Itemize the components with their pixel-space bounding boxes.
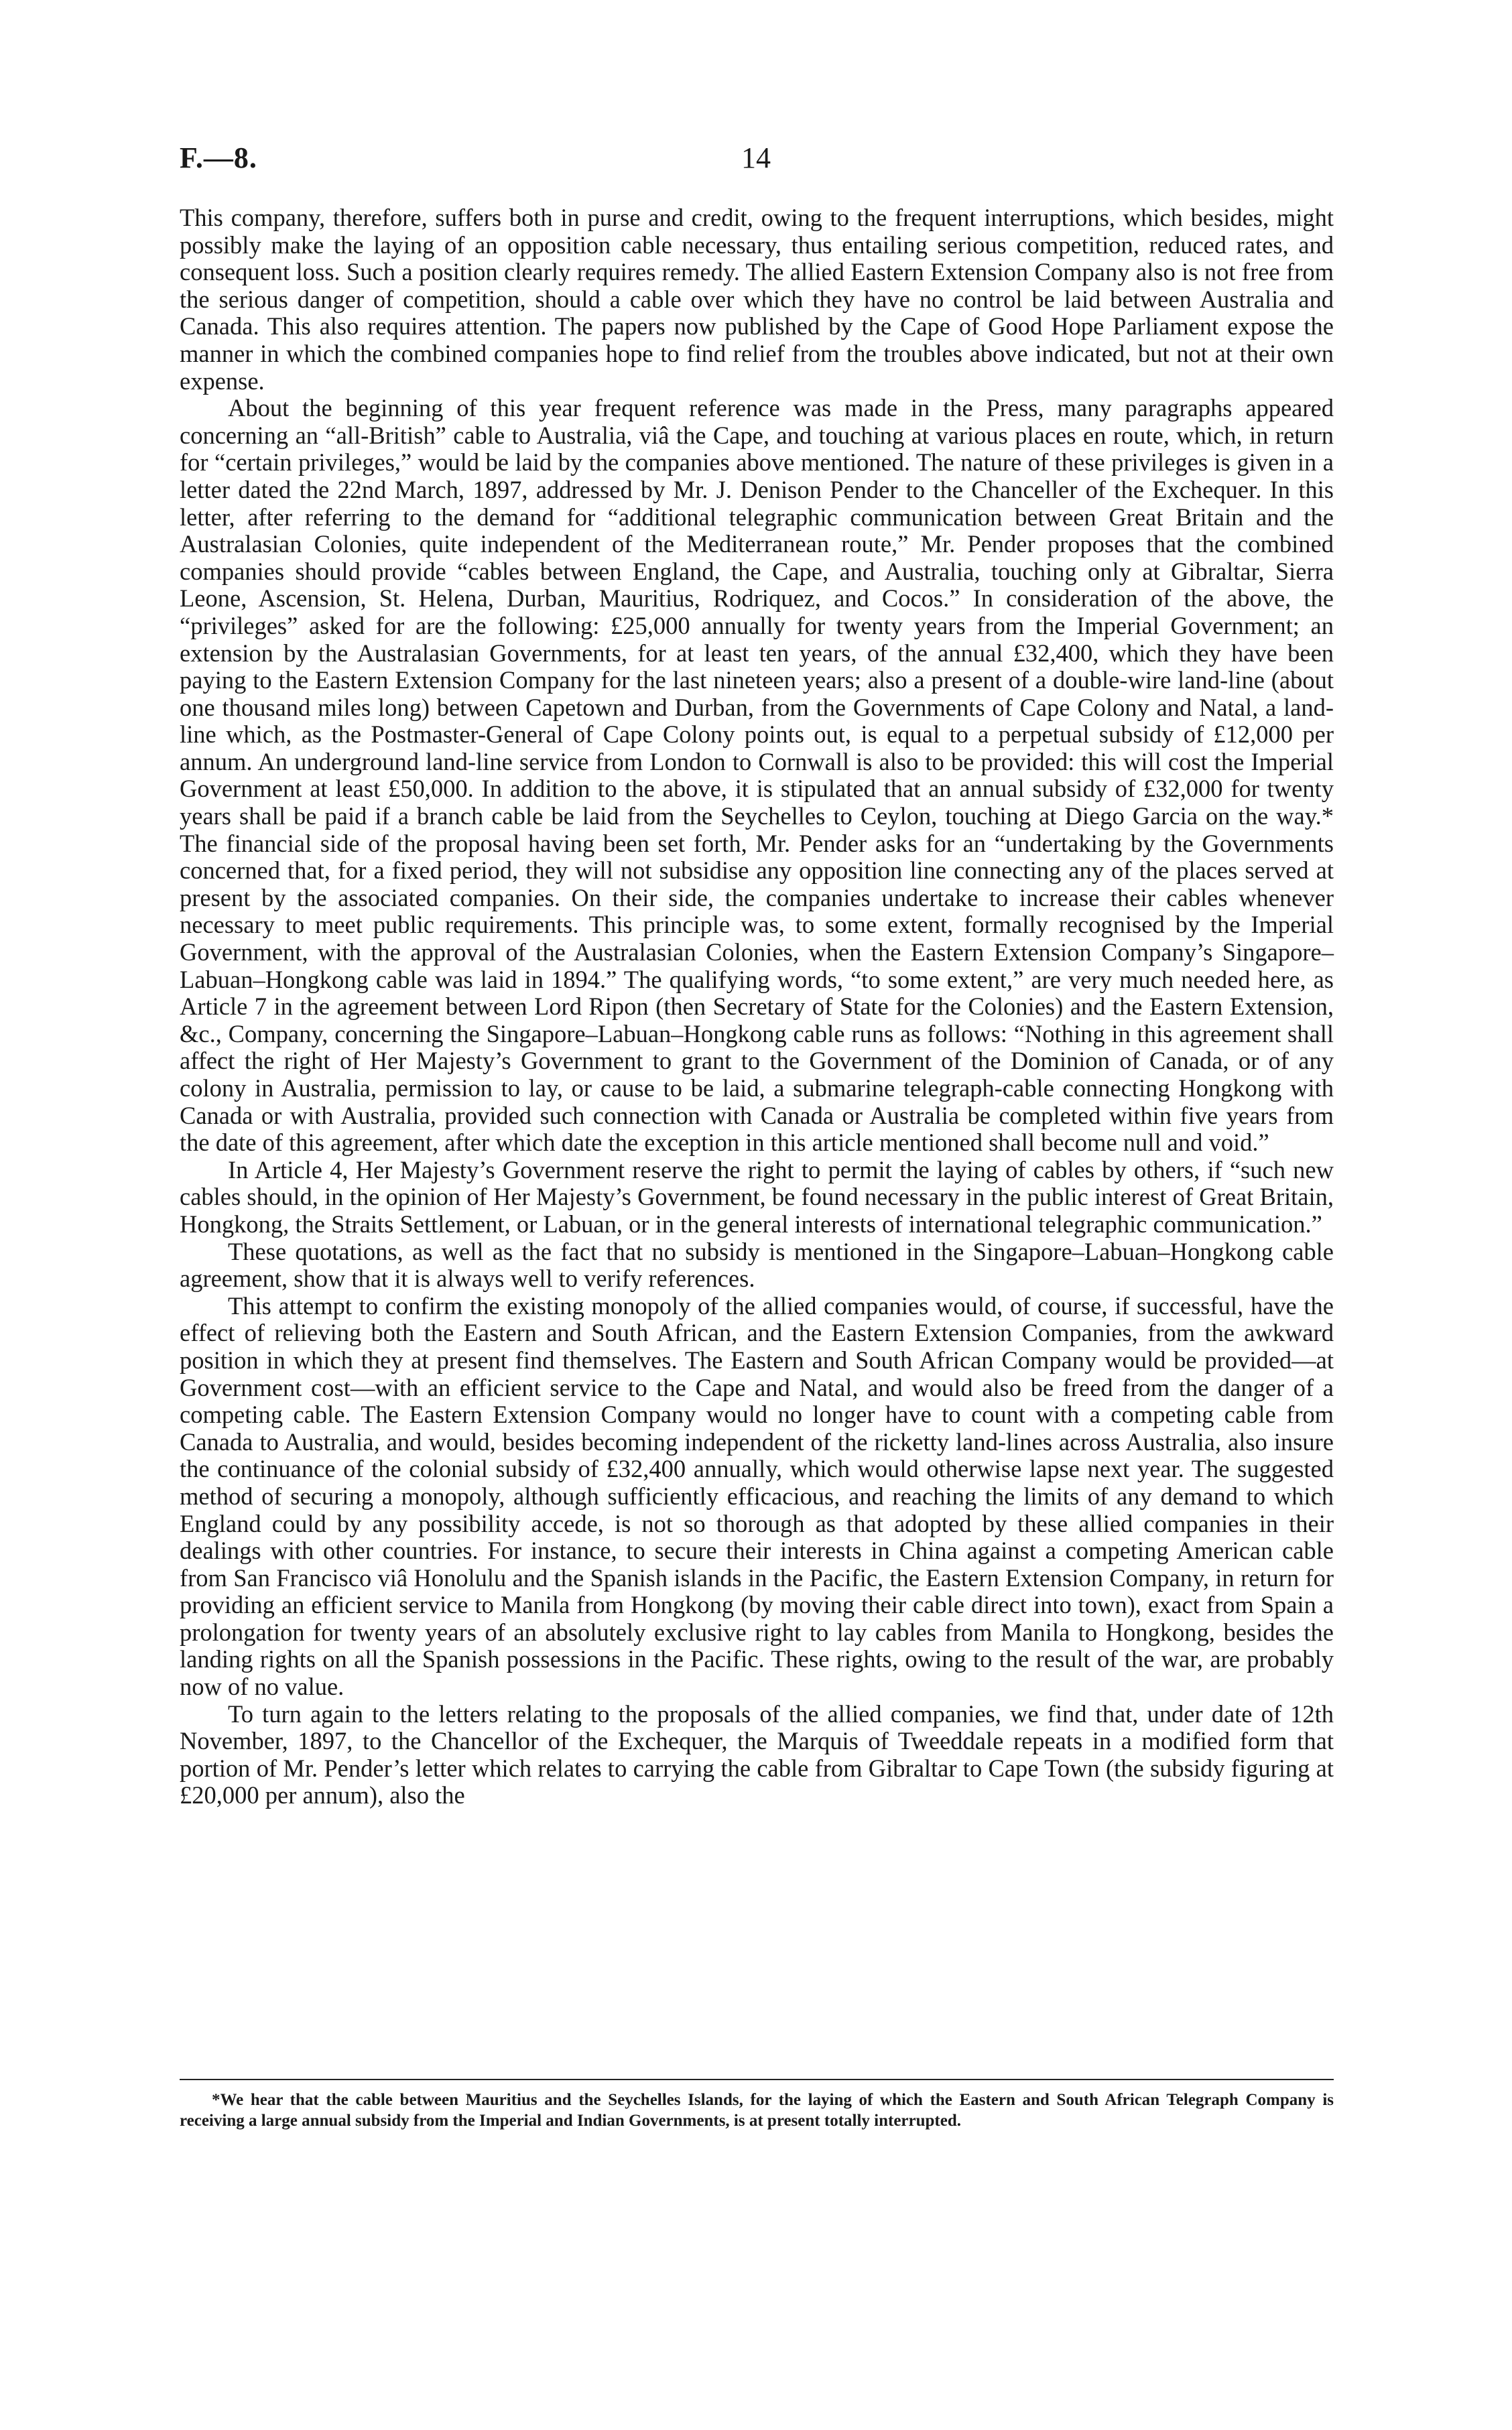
footnote-text: *We hear that the cable between Mauritius and the Seychelles Islands, for the laying of which the Eastern and South African Telegraph Company is receiving a large annual subsidy from the Imperial and Indian Governments, is at present totally interrupted.: [180, 2091, 1334, 2130]
footnote: [180, 2090, 1334, 2131]
page-header: [180, 141, 1332, 181]
paragraph: This company, therefore, suffers both in purse and credit, owing to the frequent interruptions, which besides, might possibly make the laying of an opposition cable necessary, thus entailing serious competition, reduced rates, and consequent loss. Such a position clearly requires remedy. The allied Eastern Extension Company also is not free from the serious danger of competition, should a cable over which they have no control be laid between Australia and Canada. This also requires attention. The papers now published by the Cape of Good Hope Parliament expose the manner in which the combined companies hope to find relief from the troubles above indicated, but not at their own expense.: [180, 204, 1334, 395]
footnote-divider: [180, 2079, 1334, 2080]
paragraph: About the beginning of this year frequent reference was made in the Press, many paragraphs appeared concerning an “all-British” cable to Australia, viâ the Cape, and touching at various places en route, which, in return for “certain privileges,” would be laid by the companies above mentioned. The nature of these privileges is given in a letter dated the 22nd March, 1897, addressed by Mr. J. Denison Pender to the Chanceller of the Exchequer. In this letter, after referring to the demand for “additional telegraphic communication between Great Britain and the Australasian Colonies, quite independent of the Mediterranean route,” Mr. Pender proposes that the combined companies should provide “cables between England, the Cape, and Australia, touching only at Gibraltar, Sierra Leone, Ascension, St. Helena, Durban, Mauritius, Rodriquez, and Cocos.” In consideration of the above, the “privileges” asked for are the following: £25,000 annually for twenty years from the Imperial Government; an extension by the Australasian Governments, for at least ten years, of the annual £32,400, which they have been paying to the Eastern Extension Company for the last nineteen years; also a present of a double-wire land-line (about one thousand miles long) between Capetown and Durban, from the Governments of Cape Colony and Natal, a land-line which, as the Postmaster-General of Cape Colony points out, is equal to a perpetual subsidy of £12,000 per annum. An underground land-line service from London to Cornwall is also to be provided: this will cost the Imperial Government at least £50,000. In addition to the above, it is stipulated that an annual subsidy of £32,000 for twenty years shall be paid if a branch cable be laid from the Seychelles to Ceylon, touching at Diego Garcia on the way.* The financial side of the proposal having been set forth, Mr. Pender asks for an “undertaking by the Governments concerned that, for a fixed period, they will not subsidise any opposition line connecting any of the places served at present by the associated companies. On their side, the companies undertake to increase their cables whenever necessary to meet public requirements. This principle was, to some extent, formally recognised by the Imperial Government, with the approval of the Australasian Colonies, when the Eastern Extension Company’s Singapore–Labuan–Hongkong cable was laid in 1894.” The qualifying words, “to some extent,” are very much needed here, as Article 7 in the agreement between Lord Ripon (then Secretary of State for the Colonies) and the Eastern Extension, &c., Company, concerning the Singapore–Labuan–Hongkong cable runs as follows: “Nothing in this agreement shall affect the right of Her Majesty’s Government to grant to the Government of the Dominion of Canada, or of any colony in Australia, permission to lay, or cause to be laid, a submarine telegraph-cable connecting Hongkong with Canada or with Australia, provided such connection with Canada or Australia be completed within five years from the date of this agreement, after which date the exception in this article mentioned shall become null and void.”: [180, 394, 1334, 1157]
body-text: [180, 204, 1334, 1809]
paragraph: These quotations, as well as the fact that no subsidy is mentioned in the Singapore–Labuan–Hongkong cable agreement, show that it is always well to verify references.: [180, 1237, 1334, 1293]
paragraph: This attempt to confirm the existing monopoly of the allied companies would, of course, if successful, have the effect of relieving both the Eastern and South African, and the Eastern Extension Companies, from the awkward position in which they at present find themselves. The Eastern and South African Company would be provided—at Government cost—with an efficient service to the Cape and Natal, and would also be freed from the danger of a competing cable. The Eastern Extension Company would no longer have to count with a competing cable from Canada to Australia, and would, besides becoming independent of the ricketty land-lines across Australia, also insure the continuance of the colonial subsidy of £32,400 annually, which would otherwise lapse next year. The suggested method of securing a monopoly, although sufficiently efficacious, and reaching the limits of any demand to which England could by any possibility accede, is not so thorough as that adopted by these allied companies in their dealings with other countries. For instance, to secure their interests in China against a competing American cable from San Francisco viâ Honolulu and the Spanish islands in the Pacific, the Eastern Extension Company, in return for providing an efficient service to Manila from Hongkong (by moving their cable direct into town), exact from Spain a prolongation for twenty years of an absolutely exclusive right to lay cables from Manila to Hongkong, besides the landing rights on all the Spanish possessions in the Pacific. These rights, owing to the result of the war, are probably now of no value.: [180, 1291, 1334, 1701]
paragraph: To turn again to the letters relating to the proposals of the allied companies, we find that, under date of 12th November, 1897, to the Chancellor of the Exchequer, the Marquis of Tweeddale repeats in a modified form that portion of Mr. Pender’s letter which relates to carrying the cable from Gibraltar to Cape Town (the subsidy figuring at £20,000 per annum), also the: [180, 1700, 1334, 1809]
paragraph: In Article 4, Her Majesty’s Government reserve the right to permit the laying of cables by others, if “such new cables should, in the opinion of Her Majesty’s Government, be found necessary in the public interest of Great Britain, Hongkong, the Straits Settlement, or Labuan, or in the general interests of international telegraphic communication.”: [180, 1155, 1334, 1238]
document-reference: F.—8.: [180, 141, 257, 174]
page-number: 14: [741, 141, 771, 174]
